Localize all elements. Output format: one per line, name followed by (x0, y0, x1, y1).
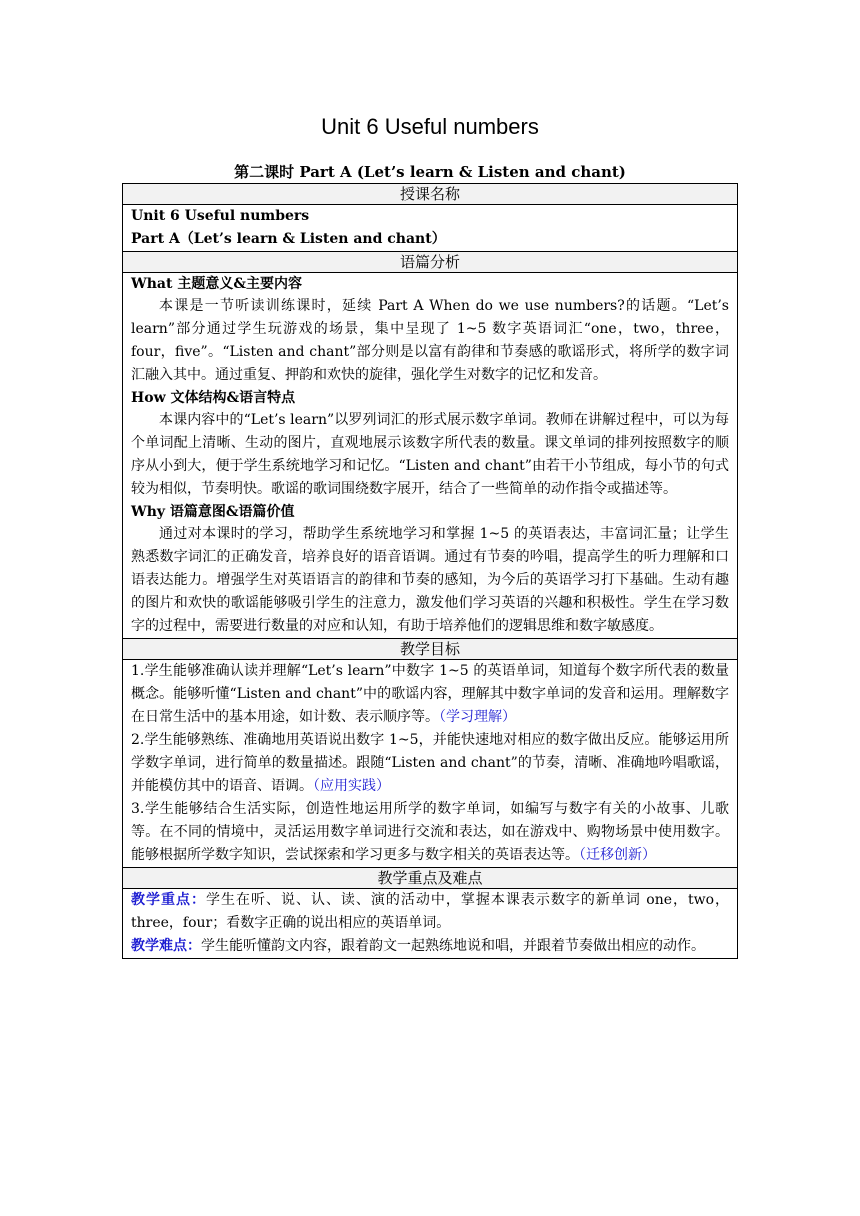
course-part-title: Part A（Let’s learn & Listen and chant） (131, 231, 446, 247)
teaching-focus (131, 889, 729, 935)
analysis-header-row (123, 252, 738, 273)
what-paragraph: 本课是一节听读训练课时，延续 Part A When do we use numbers?的话题。“Let’s learn”部分通过学生玩游戏的场景，集中呈现了 1~5 数字英语词汇“one，two，three，four，five”。“Listen and chant”部分则是以富有韵律和节奏感的歌谣形式，将所学的数字词汇融入其中。通过重复、押韵和欢快的旋律，强化学生对数字的记忆和发音。 (131, 298, 729, 383)
goal-2-tag: （应用实践） (313, 778, 390, 794)
goal-1-text: 1.学生能够准确认读并理解“Let’s learn”中数字 1~5 的英语单词，知道每个数字所代表的数量概念。能够听懂“Listen and chant”中的歌谣内容，理解其中数字单词的发音和运用。理解数字在日常生活中的基本用途，如计数、表示顺序等。 (131, 663, 729, 725)
analysis-header: 语篇分析 (123, 252, 738, 273)
teaching-focus-text: 学生在听、说、认、读、演的活动中，掌握本课表示数字的新单词 one，two，three，four；看数字正确的说出相应的英语单词。 (131, 892, 730, 931)
how-paragraph: 本课内容中的“Let’s learn”以罗列词汇的形式展示数字单词。教师在讲解过程中，可以为每个单词配上清晰、生动的图片，直观地展示该数字所代表的数量。课文单词的排列按照数字的顺序从小到大，便于学生系统地学习和记忆。“Listen and chant”由若干小节组成，每小节的句式较为相似，节奏明快。歌谣的歌词围绕数字展开，结合了一些简单的动作指令或描述等。 (131, 412, 729, 497)
what-heading: What 主题意义&主要内容 (131, 276, 302, 292)
lesson-plan-table (122, 183, 738, 959)
teaching-difficulty-text: 学生能听懂韵文内容，跟着韵文一起熟练地说和唱，并跟着节奏做出相应的动作。 (201, 938, 705, 954)
goals-cell (123, 660, 738, 868)
key-points-header-row (123, 868, 738, 889)
key-points-cell (123, 889, 738, 959)
goal-2 (131, 729, 729, 798)
course-name-header: 授课名称 (123, 184, 738, 205)
lesson-subtitle: 第二课时 Part A (Let’s learn & Listen and chant) (234, 163, 626, 181)
goal-3 (131, 798, 729, 867)
goal-3-tag: （迁移创新） (579, 847, 656, 863)
document-title: Unit 6 Useful numbers (321, 114, 539, 139)
course-name-row (123, 205, 738, 252)
course-name-header-row (123, 184, 738, 205)
how-heading: How 文体结构&语言特点 (131, 390, 296, 406)
goal-1-tag: （学习理解） (439, 709, 516, 725)
why-heading: Why 语篇意图&语篇价值 (131, 504, 295, 520)
goal-3-text: 3.学生能够结合生活实际，创造性地运用所学的数字单词，如编写与数字有关的小故事、儿歌等。在不同的情境中，灵活运用数字单词进行交流和表达，如在游戏中、购物场景中使用数字。能够根据所学数字知识，尝试探索和学习更多与数字相关的英语表达等。 (131, 801, 729, 863)
key-points-header: 教学重点及难点 (123, 868, 738, 889)
teaching-focus-label: 教学重点： (131, 892, 206, 908)
course-unit-title: Unit 6 Useful numbers (131, 208, 310, 224)
teaching-difficulty (131, 935, 729, 958)
key-points-row (123, 889, 738, 959)
course-name-cell (123, 205, 738, 252)
goals-row (123, 660, 738, 868)
analysis-row (123, 273, 738, 639)
goals-header-row (123, 639, 738, 660)
goals-header: 教学目标 (123, 639, 738, 660)
goal-2-text: 2.学生能够熟练、准确地用英语说出数字 1~5，并能快速地对相应的数字做出反应。能够运用所学数字单词，进行简单的数量描述。跟随“Listen and chant”的节奏，清晰、准确地吟唱歌谣，并能模仿其中的语音、语调。 (131, 732, 729, 794)
analysis-cell (123, 273, 738, 639)
teaching-difficulty-label: 教学难点： (131, 938, 201, 954)
why-paragraph: 通过对本课时的学习，帮助学生系统地学习和掌握 1~5 的英语表达，丰富词汇量；让学生熟悉数字词汇的正确发音，培养良好的语音语调。通过有节奏的吟唱，提高学生的听力理解和口语表达能力。增强学生对英语语言的韵律和节奏的感知，为今后的英语学习打下基础。生动有趣的图片和欢快的歌谣能够吸引学生的注意力，激发他们学习英语的兴趣和积极性。学生在学习数字的过程中，需要进行数量的对应和认知，有助于培养他们的逻辑思维和数字敏感度。 (131, 526, 729, 634)
goal-1 (131, 660, 729, 729)
